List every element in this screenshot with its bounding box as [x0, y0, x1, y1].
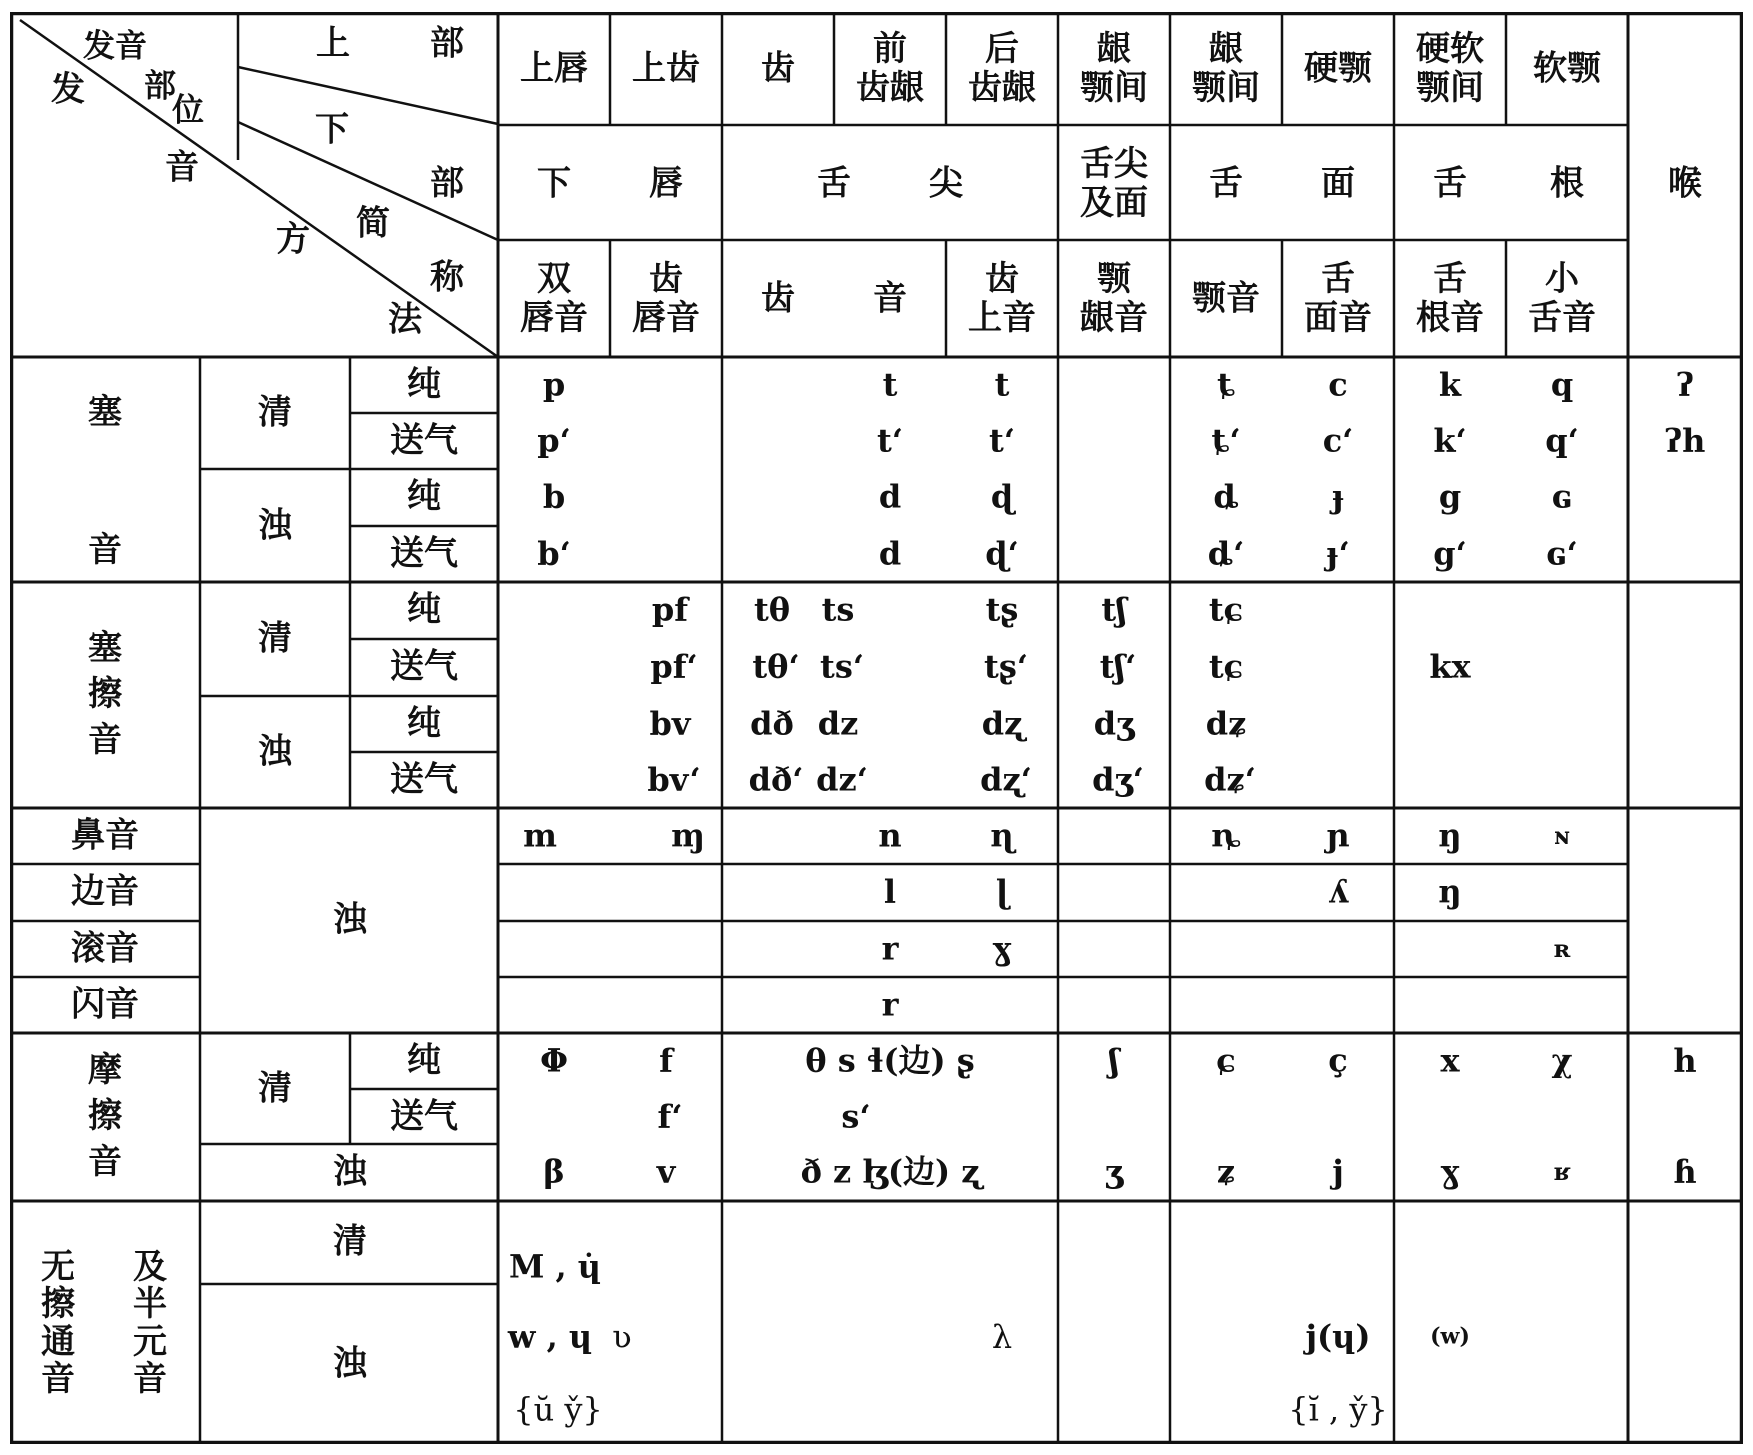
stop-voiced: 浊	[258, 505, 292, 546]
ipa-dzh-h: dʒ‘	[1092, 760, 1144, 799]
ipa-t-alvpal: ȶ	[1216, 365, 1236, 404]
ipa-d-alvpal: ȡ	[1213, 477, 1239, 516]
aff-asp-2: 送气	[390, 759, 458, 800]
hdr-lower-3: 尖	[929, 163, 963, 204]
ipa-qh: q‘	[1545, 421, 1579, 460]
ipa-sh-asp: s‘	[841, 1097, 871, 1136]
ipa-dh-alv: d	[878, 534, 902, 573]
ipa-beta: β	[543, 1152, 565, 1191]
corner-bu: 部	[143, 66, 177, 105]
ipa-w-velar: (w)	[1430, 1323, 1470, 1350]
ipa-dzh-asp: dz‘	[816, 760, 868, 799]
hdr-short-2: 齿	[761, 278, 795, 319]
corner-shang: 上	[316, 23, 350, 64]
ipa-uvular-trill: ʀ	[1553, 934, 1571, 964]
hdr-short-8: 舌 根音	[1416, 258, 1484, 338]
ipa-ph: p‘	[537, 421, 571, 460]
manner-approx-a: 无 擦 通 音	[41, 1247, 75, 1400]
ipa-d-alv: d	[878, 477, 902, 516]
ipa-dh-z-lateral-zr: ð z ɮ(边) ʐ	[800, 1152, 980, 1191]
ipa-dz-alvpal-h: dʑ‘	[1204, 760, 1256, 799]
hdr-short-7: 舌 面音	[1304, 258, 1372, 338]
manner-stop: 塞 音	[88, 392, 122, 570]
ipa-q: q	[1550, 365, 1574, 404]
corner-cheng: 称	[430, 257, 464, 298]
sonorant-voiced: 浊	[333, 899, 367, 940]
ipa-m: m	[523, 816, 557, 855]
hdr-upper-2: 齿	[761, 48, 795, 89]
ipa-bv: bv	[649, 704, 691, 743]
hdr-upper-6: 龈 颚间	[1192, 28, 1260, 108]
corner-yin: 音	[165, 147, 199, 188]
ipa-t-alv: t	[882, 365, 898, 404]
ipa-d-retro: ɖ	[990, 477, 1014, 516]
hdr-lower-5: 舌	[1209, 163, 1243, 204]
hdr-lower-7: 舌	[1433, 163, 1467, 204]
hdr-upper-5: 龈 颚间	[1080, 28, 1148, 108]
ipa-velar-lateral: ŋ	[1438, 872, 1462, 911]
ipa-gh: g‘	[1433, 534, 1467, 573]
ipa-glottal-h: ʔh	[1664, 421, 1706, 460]
hdr-upper-1: 上齿	[632, 48, 700, 89]
ipa-ts: ts	[821, 590, 855, 629]
ipa-uvular-fric: ʁ	[1553, 1157, 1571, 1187]
ipa-phi: Φ	[540, 1041, 568, 1080]
corner-xia: 下	[315, 109, 349, 150]
corner-jian: 简	[356, 203, 390, 244]
ipa-ddhh: dð‘	[748, 760, 804, 799]
corner-xia-bu: 部	[430, 163, 464, 204]
hdr-lower-8: 根	[1550, 163, 1584, 204]
ipa-labiodental-nasal: ɱ	[671, 816, 705, 855]
fric-asp: 送气	[390, 1096, 458, 1137]
corner-fa: 发	[51, 69, 85, 110]
ipa-k: k	[1438, 365, 1462, 404]
ipa-f: f	[659, 1041, 673, 1080]
fric-plain: 纯	[407, 1040, 441, 1081]
fric-voiced: 浊	[333, 1151, 367, 1192]
hdr-upper-9: 软颚	[1533, 48, 1601, 89]
ipa-p: p	[542, 365, 566, 404]
manner-trill: 滚音	[71, 928, 139, 969]
ipa-bh: b‘	[537, 534, 571, 573]
ipa-tc-h: tɕ	[1208, 647, 1244, 686]
ipa-flap-r: r	[881, 985, 899, 1024]
hdr-short-4: 齿 上音	[968, 258, 1036, 338]
hdr-lower-4: 舌尖 及面	[1080, 143, 1148, 223]
hdr-short-0: 双 唇音	[520, 258, 588, 338]
hdr-upper-0: 上唇	[520, 48, 588, 89]
manner-approx-b: 及 半 元 音	[133, 1247, 167, 1400]
ipa-th-alv: t‘	[877, 421, 903, 460]
ipa-dz-retro: dʐ	[981, 704, 1023, 743]
corner-fang: 方	[276, 219, 310, 260]
ipa-th-s-lateral-sr: θ s ɬ(边) ʂ	[805, 1041, 975, 1080]
hdr-lower-0: 下	[537, 163, 571, 204]
ipa-th-retro: t‘	[989, 421, 1015, 460]
ipa-t-retro: t	[994, 365, 1010, 404]
ipa-dh-retro: ɖ‘	[985, 534, 1019, 573]
hdr-throat: 喉	[1668, 163, 1702, 204]
ipa-glottal: ʔ	[1676, 365, 1694, 404]
ipa-n: n	[878, 816, 902, 855]
ipa-voiced-palatal-h: ɟ‘	[1326, 534, 1350, 573]
ipa-lambda: λ	[991, 1317, 1013, 1356]
consonant-table	[10, 12, 1743, 1444]
aff-voiceless: 清	[258, 618, 292, 659]
ipa-j-approx: j(ɥ)	[1305, 1317, 1371, 1356]
ipa-ch: c‘	[1322, 421, 1354, 460]
corner-shang-bu: 部	[430, 23, 464, 64]
hdr-short-5: 颚 龈音	[1080, 258, 1148, 338]
manner-affricate: 塞 擦 音	[88, 628, 122, 760]
ipa-c-curl: ɕ	[1216, 1041, 1236, 1080]
stop-plain-2: 纯	[407, 476, 441, 517]
aff-plain-2: 纯	[407, 703, 441, 744]
ipa-ezh: ʒ	[1104, 1152, 1124, 1191]
ipa-retro-trill: ɣ	[992, 929, 1012, 968]
ipa-velar-nasal: ŋ	[1438, 816, 1462, 855]
ipa-th-alvpal: ȶ‘	[1211, 421, 1241, 460]
stop-plain-1: 纯	[407, 364, 441, 405]
aff-asp-1: 送气	[390, 646, 458, 687]
ipa-retro-nasal: ɳ	[990, 816, 1014, 855]
ipa-tsh-h: tʃ‘	[1099, 647, 1137, 686]
ipa-gamma: ɣ	[1440, 1152, 1460, 1191]
ipa-voiced-palatal: ɟ	[1331, 477, 1345, 516]
corner-fa2: 法	[388, 299, 422, 340]
ipa-z-curl: ʑ	[1216, 1152, 1236, 1191]
hdr-upper-3: 前 齿龈	[856, 28, 924, 108]
ipa-ddh: dð	[750, 704, 794, 743]
ipa-h-hook: ɦ	[1673, 1152, 1697, 1191]
approx-voiceless: 清	[333, 1221, 367, 1262]
ipa-labiodental-approx: ʋ	[612, 1317, 632, 1356]
ipa-fh: f‘	[657, 1097, 683, 1136]
hdr-short-1: 齿 唇音	[632, 258, 700, 338]
ipa-dz-alvpal: dʑ	[1205, 704, 1247, 743]
approx-voiced: 浊	[333, 1343, 367, 1384]
ipa-sh: ʃ	[1108, 1041, 1120, 1080]
ipa-b: b	[542, 477, 566, 516]
hdr-short-9: 小 舌音	[1528, 258, 1596, 338]
ipa-chi: χ	[1551, 1041, 1573, 1080]
ipa-pf: pf	[651, 590, 689, 629]
hdr-lower-1: 唇	[649, 163, 683, 204]
stop-asp-2: 送气	[390, 533, 458, 574]
aff-plain-1: 纯	[407, 589, 441, 630]
manner-nasal: 鼻音	[71, 815, 139, 856]
corner-fayin: 发音	[82, 26, 148, 65]
fric-voiceless: 清	[258, 1068, 292, 1109]
manner-flap: 闪音	[71, 984, 139, 1025]
ipa-ts-retro: tʂ	[985, 590, 1019, 629]
ipa-x: x	[1440, 1041, 1460, 1080]
ipa-tth: tθ	[753, 590, 791, 629]
hdr-upper-4: 后 齿龈	[968, 28, 1036, 108]
manner-lateral: 边音	[71, 871, 139, 912]
ipa-dzh: dʒ	[1093, 704, 1135, 743]
ipa-l: l	[883, 872, 897, 911]
ipa-ts-retro-h: tʂ‘	[984, 647, 1028, 686]
ipa-uvular-nasal: ɴ	[1553, 821, 1571, 851]
ipa-c: c	[1328, 365, 1348, 404]
ipa-kh: k‘	[1433, 421, 1467, 460]
ipa-pfh: pf‘	[650, 647, 698, 686]
ipa-semivowel-i-y: {ĭ , y̌}	[1288, 1390, 1388, 1429]
ipa-dz: dz	[817, 704, 859, 743]
ipa-dz-retro-h: dʐ‘	[980, 760, 1032, 799]
ipa-g: g	[1438, 477, 1462, 516]
ipa-tsh-asp: ts‘	[820, 647, 864, 686]
ipa-r: r	[881, 929, 899, 968]
ipa-c-cedilla: ç	[1328, 1041, 1348, 1080]
stop-voiceless: 清	[258, 392, 292, 433]
ipa-uvular-gh: ɢ‘	[1546, 534, 1578, 573]
ipa-tsh: tʃ	[1101, 590, 1127, 629]
ipa-palatal-lateral: ʎ	[1327, 872, 1349, 911]
ipa-retro-lateral: ɭ	[995, 872, 1009, 911]
ipa-tthh: tθ‘	[752, 647, 800, 686]
ipa-tc: tɕ	[1208, 590, 1244, 629]
manner-fricative: 摩 擦 音	[88, 1050, 122, 1182]
stop-asp-1: 送气	[390, 420, 458, 461]
table-grid	[10, 12, 1743, 1444]
hdr-upper-8: 硬软 颚间	[1416, 28, 1484, 108]
ipa-bvh: bv‘	[647, 760, 701, 799]
hdr-lower-6: 面	[1321, 163, 1355, 204]
ipa-palatal-nasal: ɲ	[1326, 816, 1350, 855]
ipa-semivowel-u-y: {ŭ y̌}	[513, 1390, 603, 1429]
ipa-v: v	[656, 1152, 676, 1191]
ipa-h: h	[1673, 1041, 1697, 1080]
ipa-alvpal-nasal: ȵ	[1211, 816, 1241, 855]
hdr-short-6: 颚音	[1192, 278, 1260, 319]
corner-wei: 位	[171, 90, 205, 129]
hdr-lower-2: 舌	[817, 163, 851, 204]
ipa-voiceless-w: M , ɥ̇	[508, 1247, 602, 1286]
ipa-j-fric: j	[1332, 1152, 1344, 1191]
ipa-w-labial-palatal: w , ɥ	[507, 1317, 593, 1356]
ipa-uvular-g: ɢ	[1551, 477, 1573, 516]
ipa-dh-alvpal: ȡ‘	[1207, 534, 1245, 573]
ipa-kx: kx	[1429, 647, 1471, 686]
hdr-short-3: 音	[873, 278, 907, 319]
hdr-upper-7: 硬颚	[1304, 48, 1372, 89]
aff-voiced: 浊	[258, 731, 292, 772]
